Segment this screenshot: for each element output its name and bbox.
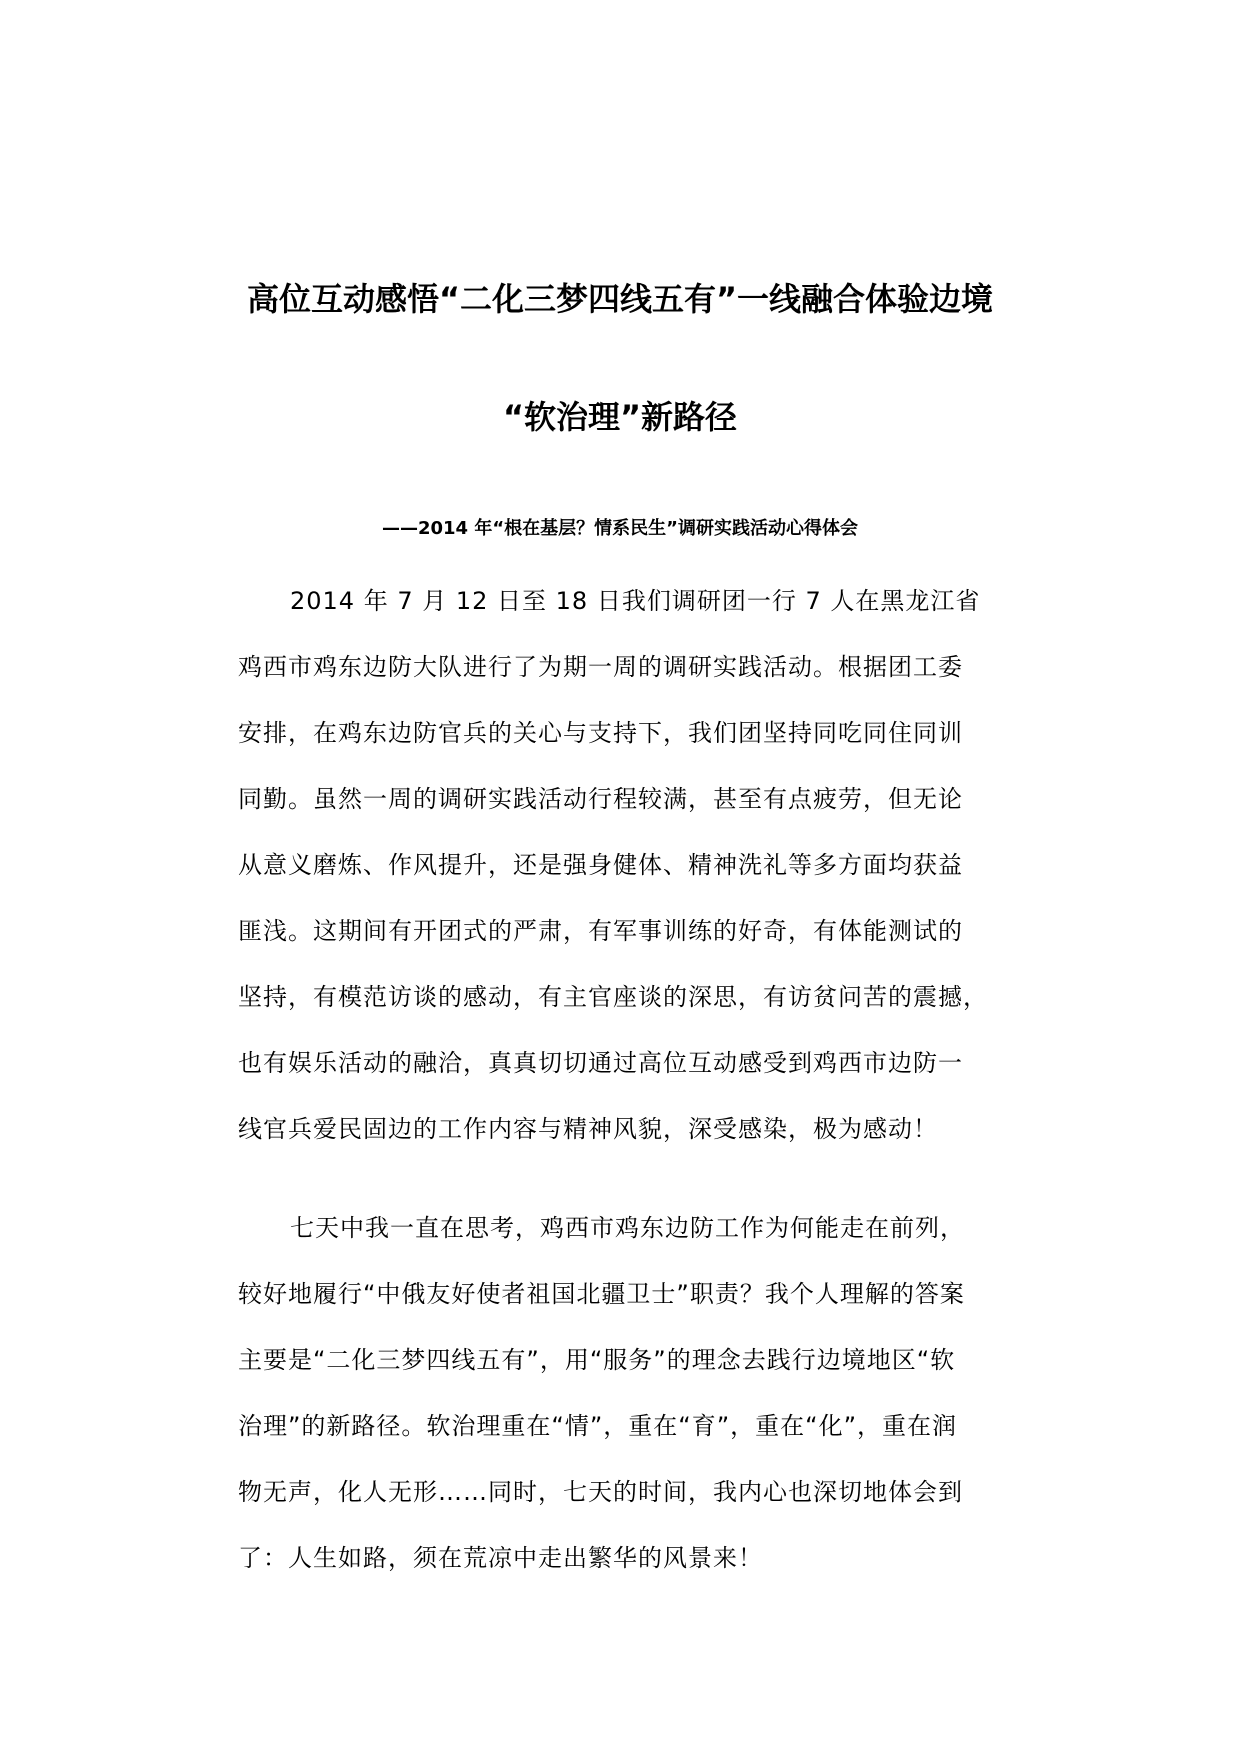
document-title-line-2: “软治理”新路径	[502, 398, 738, 436]
paragraph-1-line-8: 也有娱乐活动的融洽，真真切切通过高位互动感受到鸡西市边防一	[238, 1049, 963, 1077]
paragraph-1-line-3: 安排，在鸡东边防官兵的关心与支持下，我们团坚持同吃同住同训	[238, 719, 963, 747]
paragraph-2-line-2: 较好地履行“中俄友好使者祖国北疆卫士”职责？我个人理解的答案	[238, 1280, 965, 1308]
paragraph-1-line-7: 坚持，有模范访谈的感动，有主官座谈的深思，有访贫问苦的震撼，	[238, 983, 988, 1011]
paragraph-2-line-4: 治理”的新路径。软治理重在“情”，重在“育”，重在“化”，重在润	[238, 1412, 958, 1440]
paragraph-1-line-6: 匪浅。这期间有开团式的严肃，有军事训练的好奇，有体能测试的	[238, 917, 963, 945]
paragraph-1-line-4: 同勤。虽然一周的调研实践活动行程较满，甚至有点疲劳，但无论	[238, 785, 963, 813]
paragraph-1-line-2: 鸡西市鸡东边防大队进行了为期一周的调研实践活动。根据团工委	[238, 653, 963, 681]
paragraph-2-line-1: 七天中我一直在思考，鸡西市鸡东边防工作为何能走在前列，	[290, 1214, 965, 1242]
paragraph-1-line-9: 线官兵爱民固边的工作内容与精神风貌，深受感染，极为感动！	[238, 1115, 938, 1143]
paragraph-2-line-5: 物无声，化人无形……同时，七天的时间，我内心也深切地体会到	[238, 1478, 963, 1506]
paragraph-2-line-6: 了：人生如路，须在荒凉中走出繁华的风景来！	[238, 1544, 763, 1572]
paragraph-1-line-1: 2014 年 7 月 12 日至 18 日我们调研团一行 7 人在黑龙江省	[290, 587, 981, 615]
paragraph-2-line-3: 主要是“二化三梦四线五有”，用“服务”的理念去践行边境地区“软	[238, 1346, 956, 1374]
paragraph-1-line-5: 从意义磨炼、作风提升，还是强身健体、精神洗礼等多方面均获益	[238, 851, 963, 879]
document-title-line-1: 高位互动感悟“二化三梦四线五有”一线融合体验边境	[246, 280, 994, 318]
document-subtitle: ——2014 年“根在基层？情系民生”调研实践活动心得体会	[381, 518, 859, 539]
